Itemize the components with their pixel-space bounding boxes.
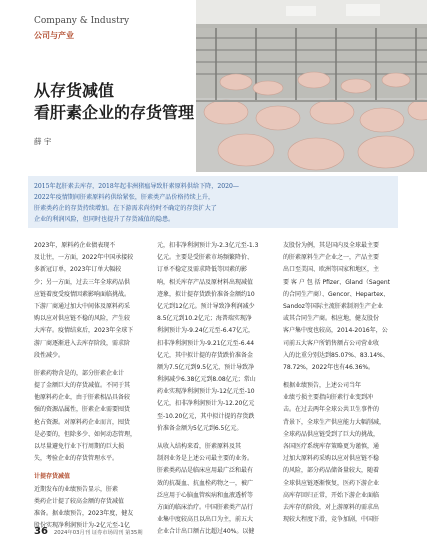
body-text-line: 利润减少6.38亿元到8.08亿元；常山 <box>157 376 256 384</box>
body-text-line: 业绩亏损主要指向肝素行业变到冲 <box>283 394 374 402</box>
body-text-line: 股份实现净利润预计为-2亿元至-1亿 <box>34 522 130 530</box>
body-text-line: 亿元，扣非净利润预计为-12.20亿元 <box>157 400 255 408</box>
body-column-2 <box>157 240 279 539</box>
body-text-line: 多新冠订单，2023年订单大幅较 <box>34 266 122 274</box>
body-text-line: 客户集中度也较高，2014-2016年，公 <box>283 327 388 335</box>
page-number: 36 <box>34 526 48 537</box>
body-text-line: 2023年，原料药企业债表现不 <box>34 242 116 249</box>
body-text-line: 过加大原料药采购以应对供应链不稳 <box>283 455 380 463</box>
body-text-line: 近期发布的业绩预告显示，肝素 <box>34 485 119 493</box>
body-text-line: 的合同生产商）、Gencor、Hepartex、 <box>283 290 390 298</box>
body-text-line: 效的抗凝血、抗血栓药物之一，被广 <box>157 479 254 487</box>
body-text-line: 类药企计提了较高金额的存货减值 <box>34 497 125 505</box>
summary-line: 2022年疫情期间肝素原料药供给紧张，肝素类产品价格持续上升， <box>34 194 215 201</box>
body-text-line: 肝素药物含是的，部分肝素企业计 <box>34 369 125 377</box>
body-text-line: 亿元，其中拟计提的存货跌价准备金 <box>157 351 254 359</box>
body-text-line: 迹象，拟计提存货跌价准备金额约10 <box>157 290 255 298</box>
body-text-line: 的风险，部分药品储备量较大，随着 <box>283 467 380 475</box>
body-text-line: 药业实现净利润预计为-12亿元至-10 <box>157 388 255 396</box>
section-label-zh: 公司与产业 <box>34 31 74 40</box>
body-text-line: 额为7.5亿元到9.5亿元，预计导致净 <box>157 363 255 371</box>
body-text-line: 响，相关库存产品及原材料出现减值 <box>157 278 254 286</box>
body-text-line: 应链着度受疫情因素影响面临挑战。 <box>34 290 131 298</box>
pig-farm-photo <box>196 0 427 172</box>
body-text-line: 购以应对供应链不稳的风险，产生较 <box>34 315 131 323</box>
body-text-line: 全球药品供应链受到了巨大的挑战， <box>283 430 380 438</box>
body-text-line: 高库存回归正常，开始下游企业面临 <box>283 491 380 499</box>
author-name: 薛 宇 <box>34 137 52 146</box>
body-text-line: 少；另一方面，过去三年全球药品供 <box>34 278 131 286</box>
body-text-line: Sandoz等国际主流肝素制剂生产企业 <box>283 302 383 310</box>
body-text-line: 方面的临床治疗。中国肝素类产品行 <box>157 503 254 511</box>
body-text-line: 订单不稳定及需求降低等因素的影 <box>157 266 248 274</box>
body-text-line: 段性减少。 <box>34 351 65 359</box>
body-text-line: 司前五大客户所销售额占公司营业收 <box>283 339 380 347</box>
summary-line: 2015年起肝素去库存，2018年起非洲猪瘟导致肝素原料供给下降，2020— <box>34 183 239 190</box>
body-text-line: 他原料药企业，由于肝素相品具备较 <box>34 394 131 402</box>
body-text-line: 抢占资源。对原料药企业而言，囤货 <box>34 418 131 426</box>
article-headline <box>34 80 194 124</box>
body-text-line: 要 客 户 包 括 Pfizer、Gland（Sagent <box>283 278 390 286</box>
summary-box <box>28 176 398 228</box>
body-text-line: 失，考验企业的存货管理水平。 <box>34 455 119 463</box>
body-text-line: 背景下，全球生产供应能力大幅削减， <box>283 418 386 426</box>
body-text-line: 友股份为例，其是国内及全球最主要 <box>283 242 380 249</box>
issue-info: 2024年03月刊 证券市场周刊 第35期 <box>53 530 143 536</box>
body-text-line: 击。在过去两年全球公共卫生事件的 <box>283 406 380 414</box>
body-text-line: 去库存的阶段，对上游原料的需求出 <box>283 503 380 511</box>
body-text-line: 以尽量避免行业下行周期的巨大损 <box>34 443 125 450</box>
body-text-line: 业集中度较高且以出口为主，前五大 <box>157 516 254 524</box>
body-column-1 <box>34 240 152 532</box>
body-text-line: 根据业绩预告，上述公司当年 <box>283 382 362 390</box>
body-text-line: 强的资源品属性，肝素企业需要囤货 <box>34 406 131 414</box>
body-text-line: 亿元到12亿元。预计导致净利润减少 <box>157 302 255 310</box>
body-text-line: 扣非净利润预计为-9.21亿元至-6.44 <box>157 339 255 347</box>
body-text-line: 利润预计为-9.24亿元至-6.47亿元， <box>157 327 255 335</box>
body-text-line: 游厂商逐渐进入去库存阶段，需求阶 <box>34 339 131 347</box>
body-text-line: 至-10.20亿元，其中拟计提的存货跌 <box>157 412 255 420</box>
body-text-line: 全球供应链逐渐恢复，医药下游企业 <box>283 479 380 487</box>
body-text-line: 的肝素原料生产企业之一，产品主要 <box>283 254 380 262</box>
body-text-line: 亿元。主要是受肝素市场频繁降价、 <box>157 254 254 262</box>
body-text-line: 及让往，一方面，2022年中国承接较 <box>34 254 134 262</box>
body-text-line: 出口至美国、欧洲等国家和地区，主 <box>283 266 380 274</box>
page-footer <box>34 526 143 540</box>
body-text-line: 下游厂商通过加大中间体及原料药采 <box>34 302 131 310</box>
body-text-line: 78.72%，2022年也有46.36%。 <box>283 363 375 371</box>
body-text-line: 肝素类药品是临床应用最广泛和最有 <box>157 467 254 475</box>
body-text-line: 8.5亿元到10.2亿元；海普瑞实现净 <box>157 315 252 323</box>
body-text-line: 准备。据业绩预告，2023年度，健友 <box>34 509 134 517</box>
body-text-line: 或其合同生产商。相应地，健友股份 <box>283 315 380 323</box>
body-text-line: 企业合计出口额占比超过40%。以健 <box>157 528 255 536</box>
body-text-line: 从收入结构来看，肝素原料及其 <box>157 443 242 450</box>
body-text-line: 制剂业务是上述公司最主要的业务。 <box>157 455 254 463</box>
body-text-line: 泛应用于心脑血管疾病和血液透析等 <box>157 491 254 499</box>
body-text-line: 现较大程度下滑，竞争加剧，中国肝 <box>283 516 380 524</box>
headline-line-2: 看肝素企业的存货管理 <box>34 103 195 122</box>
summary-line: 肝素类药企的存货持续增加。在下游需求尚待时不确定的存货扩大了 <box>34 205 217 212</box>
body-text-line: 是必要的，但除多少、如何动态管理， <box>34 430 137 438</box>
section-label-en: Company & Industry <box>34 16 130 26</box>
headline-line-1: 从存货减值 <box>34 81 115 100</box>
body-text-line: 各国医疗系统库存策略更为谨慎，通 <box>283 443 380 450</box>
body-text-line: 元，扣非净利润预计为-2.3亿元至-1.3 <box>157 242 259 249</box>
body-column-3 <box>283 240 401 526</box>
subheading: 计提存货减值 <box>34 473 71 481</box>
body-text-line: 价准备金额为5亿元到6.5亿元。 <box>157 424 243 432</box>
body-text-line: 提了金额巨大的存货减值。不同于其 <box>34 382 131 390</box>
body-text-line: 入的比重分别达到85.07%、83.14%、 <box>283 351 389 359</box>
body-text-line: 大库存。疫情结束后，2023年全球下 <box>34 327 134 335</box>
summary-line: 企业的利润风险，但同时也提升了存货减值的隐患。 <box>34 216 175 223</box>
